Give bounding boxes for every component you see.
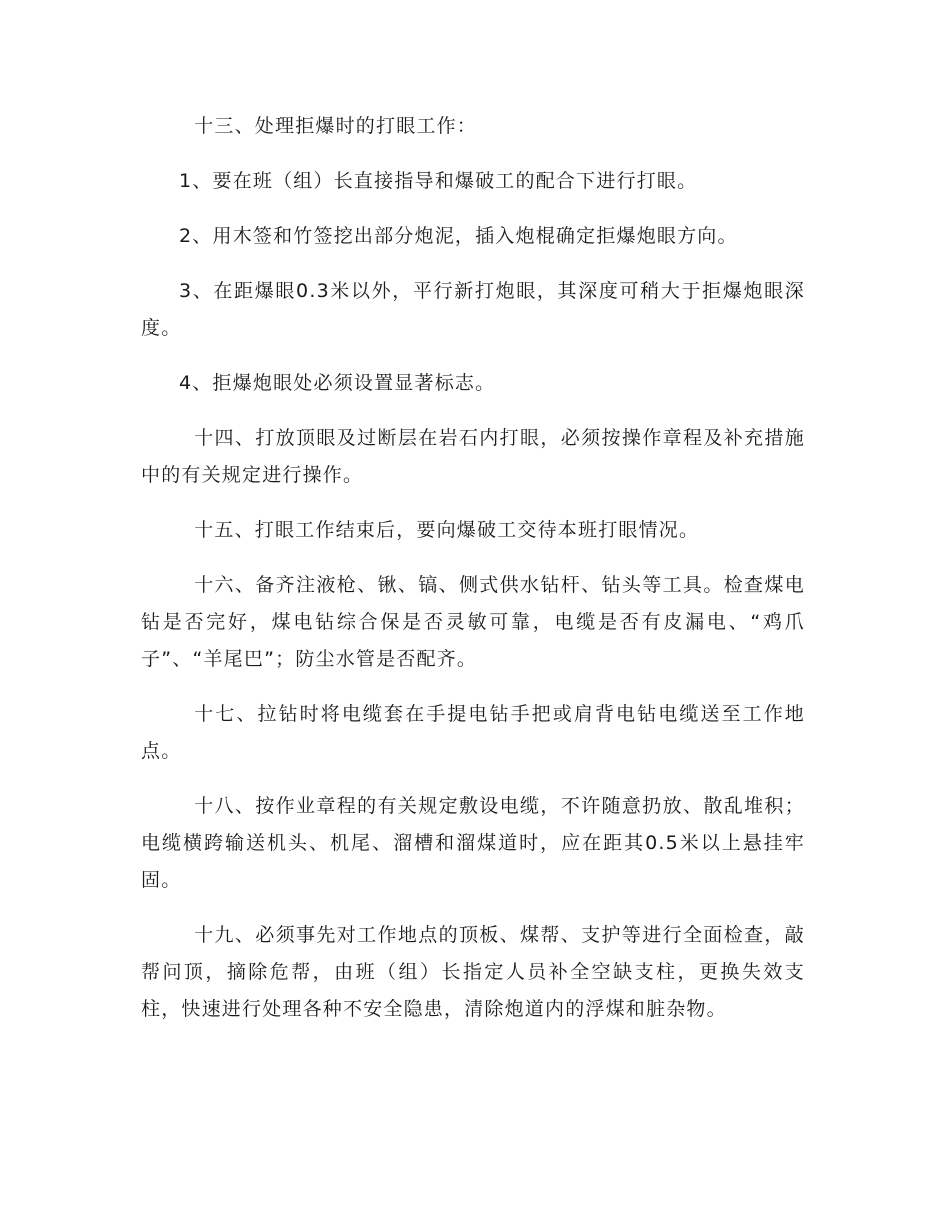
section-17-paragraph: 十七、拉钻时将电缆套在手提电钻手把或肩背电钻电缆送至工作地点。: [141, 703, 805, 762]
section-16-paragraph: 十六、备齐注液枪、锹、镐、侧式供水钻杆、钻头等工具。检查煤电钻是否完好，煤电钻综合保是否灵敏可靠，电缆是否有皮漏电、“鸡爪子”、“羊尾巴”；防尘水管是否配齐。: [141, 574, 805, 670]
section-18-paragraph: 十八、按作业章程的有关规定敷设电缆，不许随意扔放、散乱堆积；电缆横跨输送机头、机尾、溜槽和溜煤道时，应在距其0.5米以上悬挂牢固。: [141, 795, 805, 891]
section-19-paragraph: 十九、必须事先对工作地点的顶板、煤帮、支护等进行全面检查，敲帮问顶，摘除危帮，由班（组）长指定人员补全空缺支柱，更换失效支柱，快速进行处理各种不安全隐患，清除炮道内的浮煤和脏杂物。: [141, 924, 805, 1020]
item-2-paragraph: 2、用木签和竹签挖出部分炮泥，插入炮棍确定拒爆炮眼方向。: [179, 225, 738, 247]
item-3-paragraph: 3、在距爆眼0.3米以外，平行新打炮眼，其深度可稍大于拒爆炮眼深度。: [141, 280, 805, 339]
section-13-heading: 十三、处理拒爆时的打眼工作：: [194, 115, 477, 137]
item-1-paragraph: 1、要在班（组）长直接指导和爆破工的配合下进行打眼。: [179, 170, 698, 192]
document-body: [141, 108, 805, 1046]
item-4-paragraph: 4、拒爆炮眼处必须设置显著标志。: [179, 372, 496, 394]
section-15-paragraph: 十五、打眼工作结束后，要向爆破工交待本班打眼情况。: [194, 519, 700, 541]
section-14-paragraph: 十四、打放顶眼及过断层在岩石内打眼，必须按操作章程及补充措施中的有关规定进行操作。: [141, 427, 805, 486]
